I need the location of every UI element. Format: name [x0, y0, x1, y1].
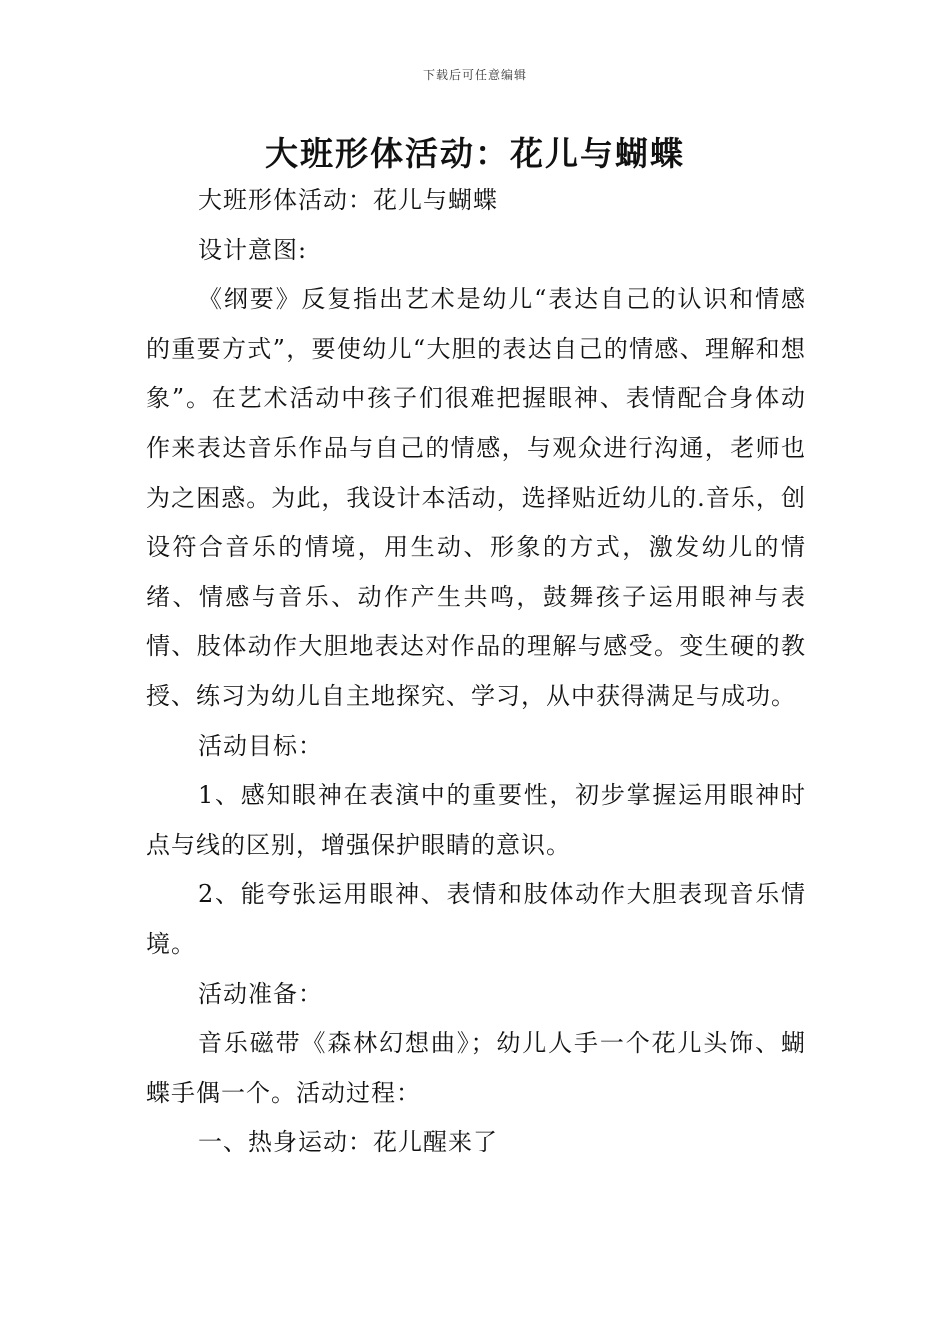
paragraph-design-intent-heading: 设计意图: [198, 235, 308, 264]
paragraph-goal-1: 1、感知眼神在表演中的重要性，初步掌握运用眼神时点与线的区别，增强保护眼睛的意识。 [146, 781, 806, 859]
document-title: 大班形体活动：花儿与蝴蝶 [265, 134, 685, 173]
paragraph-step-1: 一、热身运动：花儿醒来了 [198, 1128, 498, 1157]
paragraph-design-intent: 《纲要》反复指出艺术是幼儿“表达自己的认识和情感的重要方式”，要使幼儿“大胆的表达自己的情感、理解和想象”。在艺术活动中孩子们很难把握眼神、表情配合身体动作来表达音乐作品与自己的情感，与观众进行沟通，老师也为之困惑。为此，我设计本活动，选择贴近幼儿的.音乐，创设符合音乐的情境，用生动、形象的方式，激发幼儿的情绪、情感与音乐、动作产生共鸣，鼓舞孩子运用眼神与表情、肢体动作大胆地表达对作品的理解与感受。变生硬的教授、练习为幼儿自主地探究、学习，从中获得满足与成功。 [146, 285, 806, 710]
header-note: 下载后可任意编辑 [422, 68, 527, 82]
paragraph-subtitle: 大班形体活动：花儿与蝴蝶 [198, 186, 498, 214]
paragraph-preparation: 音乐磁带《森林幻想曲》；幼儿人手一个花儿头饰、蝴蝶手偶一个。活动过程： [146, 1029, 806, 1107]
document-body [146, 176, 806, 1168]
paragraph-preparation-heading: 活动准备： [198, 979, 323, 1008]
paragraph-goals-heading: 活动目标： [198, 731, 323, 760]
paragraph-goal-2: 2、能夸张运用眼神、表情和肢体动作大胆表现音乐情境。 [146, 880, 806, 958]
